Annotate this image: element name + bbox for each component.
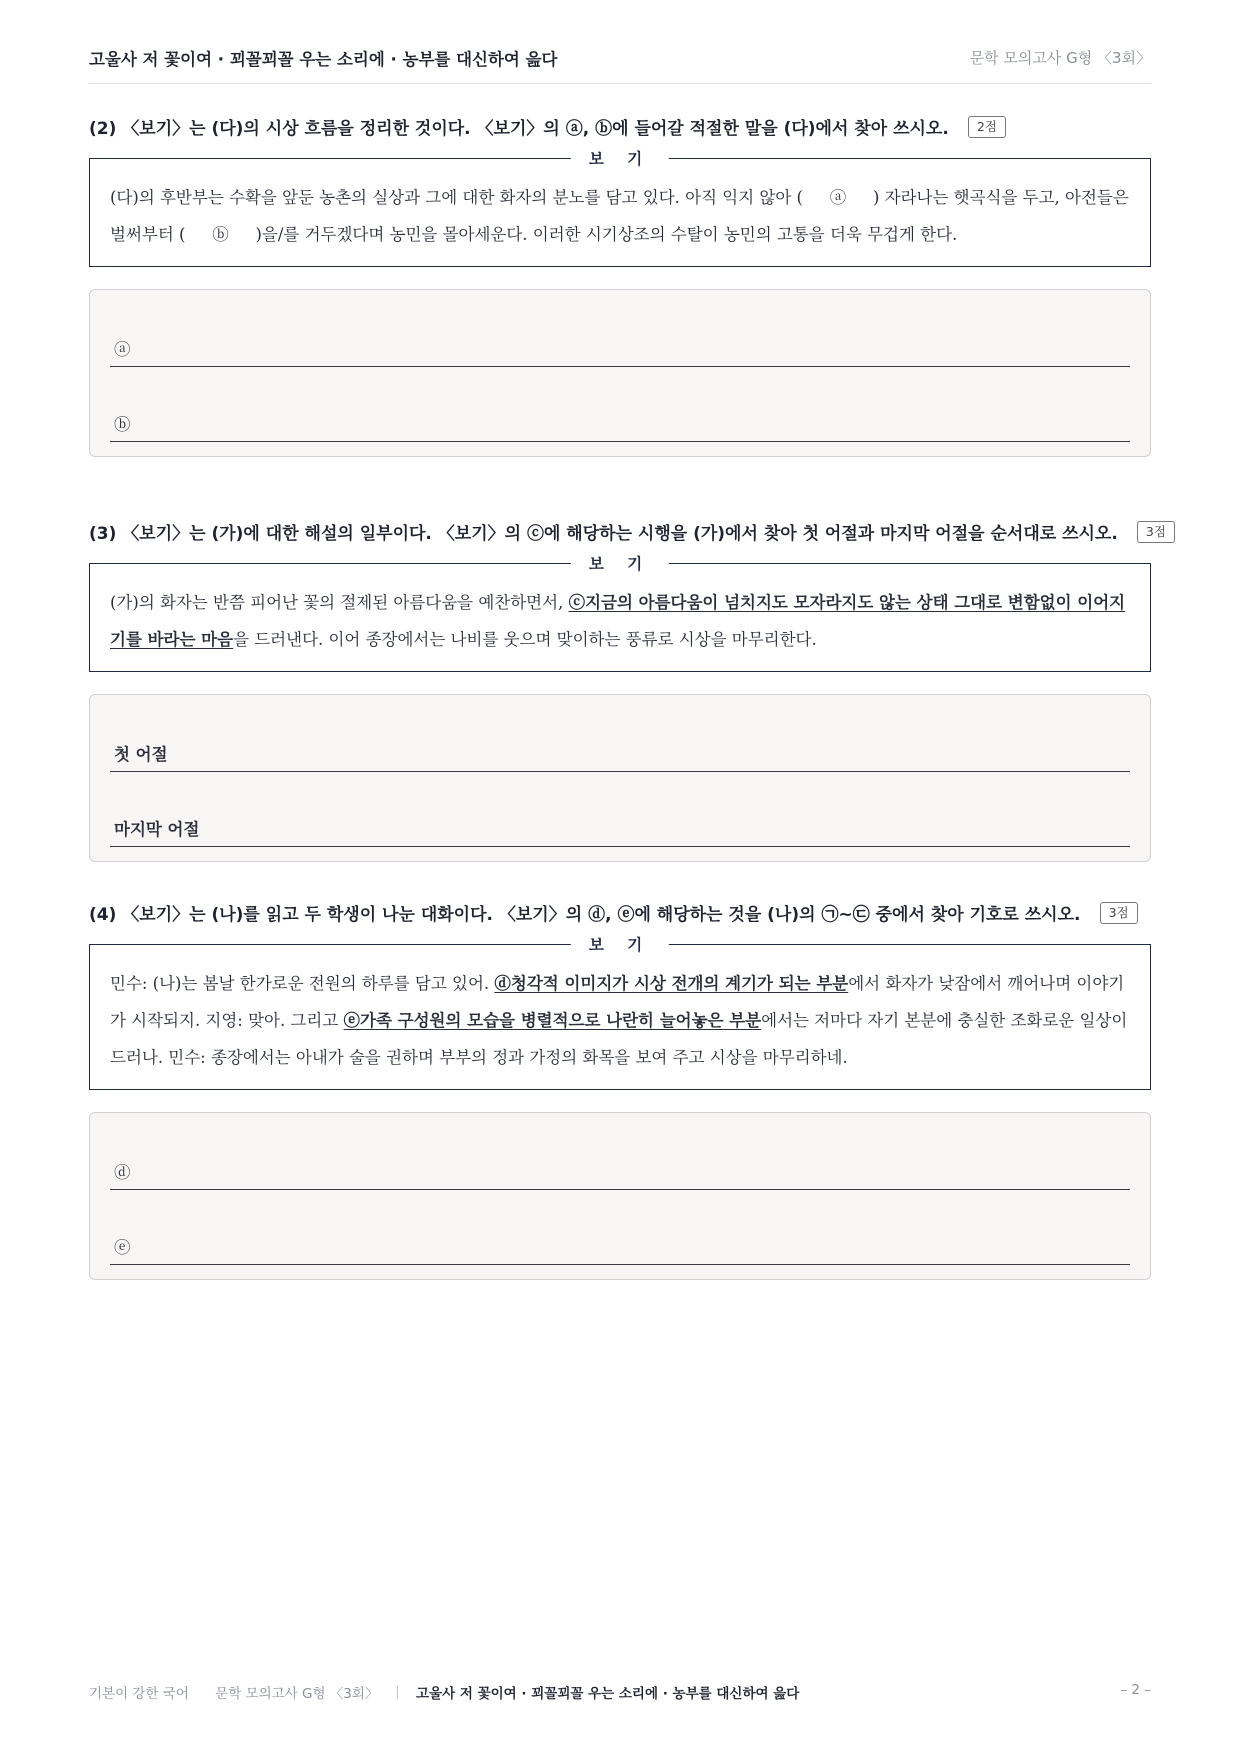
bogi-text-4 [90, 945, 1150, 1089]
question-4-points-badge: 3점 [1100, 902, 1138, 924]
question-4-prompt [89, 900, 1151, 930]
bogi-3-text-part-1: (가)의 화자는 반쯤 피어난 꽃의 절제된 아름다움을 예찬하면서, [110, 593, 569, 612]
header-exam-label: 문학 모의고사 G형 〈3회〉 [969, 49, 1151, 67]
question-2-prompt [89, 114, 1151, 144]
question-3-text: (3) 〈보기〉는 (가)에 대한 해설의 일부이다. 〈보기〉의 ⓒ에 해당하는 시행을 (가)에서 찾아 첫 어절과 마지막 어절을 순서대로 쓰시오. [89, 524, 1118, 544]
answer-line-first-word[interactable] [110, 709, 1130, 772]
header-title: 고울사 저 꽃이여 · 꾀꼴꾀꼴 우는 소리에 · 농부를 대신하여 읊다 [89, 50, 558, 69]
question-2-points-badge: 2점 [968, 116, 1006, 138]
bogi-text-2 [90, 159, 1150, 266]
page-footer [89, 1682, 1151, 1702]
bogi-box-2 [89, 150, 1151, 267]
answer-line-last-word[interactable] [110, 784, 1130, 847]
bogi-4-text-part-2: 에서 화자가 낮잠에서 깨어나며 이야기가 시작되지. 지영: 맞아. 그리고 [110, 974, 1125, 1030]
answer-label-first-word: 첫 어절 [114, 745, 168, 764]
underlined-phrase-c: ⓒ지금의 아름다움이 넘치지도 모자라지도 않는 상태 그대로 변함없이 이어지기를 바라는 마음 [110, 593, 1126, 649]
page-header [89, 46, 1151, 84]
answer-label-last-word: 마지막 어절 [114, 820, 200, 839]
answer-label-a: ⓐ [114, 340, 131, 359]
question-3-points-badge: 3점 [1137, 521, 1175, 543]
answer-label-b: ⓑ [114, 415, 131, 434]
question-4-text: (4) 〈보기〉는 (나)를 읽고 두 학생이 나눈 대화이다. 〈보기〉의 ⓓ, ⓔ에 해당하는 것을 (나)의 ㉠~㉢ 중에서 찾아 기호로 쓰시오. [89, 905, 1081, 925]
answer-line-a[interactable] [110, 304, 1130, 367]
footer-series: 문학 모의고사 G형 〈3회〉 [215, 1686, 379, 1702]
footer-brand: 기본이 강한 국어 [89, 1686, 189, 1702]
underlined-phrase-e: ⓔ가족 구성원의 모습을 병렬적으로 나란히 늘어놓은 부분 [343, 1011, 762, 1030]
bogi-2-text-part-1: (다)의 후반부는 수확을 앞둔 농촌의 실상과 그에 대한 화자의 분노를 담고 있다. 아직 익지 않아 [110, 188, 797, 207]
page-number: – 2 – [1120, 1682, 1151, 1698]
question-2-text: (2) 〈보기〉는 (다)의 시상 흐름을 정리한 것이다. 〈보기〉의 ⓐ, ⓑ에 들어갈 적절한 말을 (다)에서 찾아 쓰시오. [89, 119, 949, 139]
blank-open-paren: ( [796, 188, 803, 207]
bogi-2-text-part-3: 을/를 거두겠다며 농민을 몰아세운다. 이러한 시기상조의 수탈이 농민의 고통을 더욱 무겁게 한다. [261, 225, 958, 244]
question-3 [89, 519, 1166, 862]
answer-line-b[interactable] [110, 379, 1130, 442]
bogi-4-text-part-1: 민수: (나)는 봄날 한가로운 전원의 하루를 담고 있어. [110, 974, 495, 993]
bogi-label: 보 기 [571, 552, 669, 574]
bogi-label: 보 기 [571, 147, 669, 169]
blank-close-paren: ) [255, 225, 262, 244]
answer-box-4 [89, 1112, 1151, 1280]
answer-label-d: ⓓ [114, 1163, 131, 1182]
bogi-box-3 [89, 555, 1151, 672]
answer-box-2 [89, 289, 1151, 457]
question-4 [89, 900, 1151, 1280]
bogi-label: 보 기 [571, 933, 669, 955]
footer-divider [397, 1686, 398, 1699]
bogi-box-4 [89, 936, 1151, 1090]
question-3-prompt [89, 519, 1166, 549]
footer-title: 고울사 저 꽃이여 · 꾀꼴꾀꼴 우는 소리에 · 농부를 대신하여 읊다 [416, 1686, 800, 1702]
bogi-2-text-part-2: 자라나는 햇곡식을 두고, 아전들은 벌써부터 [110, 188, 1129, 244]
bogi-3-text-part-2: 을 드러낸다. 이어 종장에서는 나비를 웃으며 맞이하는 풍류로 시상을 마무리한다. [233, 630, 817, 649]
blank-b-mark: ⓑ [212, 225, 229, 244]
answer-box-3 [89, 694, 1151, 862]
blank-a-mark: ⓐ [829, 188, 847, 207]
answer-line-e[interactable] [110, 1202, 1130, 1265]
bogi-4-text-part-3: 에서는 저마다 자기 본분에 충실한 조화로운 일상이 드러나. 민수: 종장에서는 아내가 술을 권하며 부부의 정과 가정의 화목을 보여 주고 시상을 마무리하네. [110, 1011, 1128, 1067]
bogi-text-3 [90, 564, 1150, 671]
blank-open-paren: ( [179, 225, 186, 244]
question-2 [89, 114, 1151, 457]
answer-line-d[interactable] [110, 1127, 1130, 1190]
answer-label-e: ⓔ [114, 1238, 131, 1257]
blank-close-paren: ) [872, 188, 880, 207]
underlined-phrase-d: ⓓ청각적 이미지가 시상 전개의 계기가 되는 부분 [494, 974, 849, 993]
